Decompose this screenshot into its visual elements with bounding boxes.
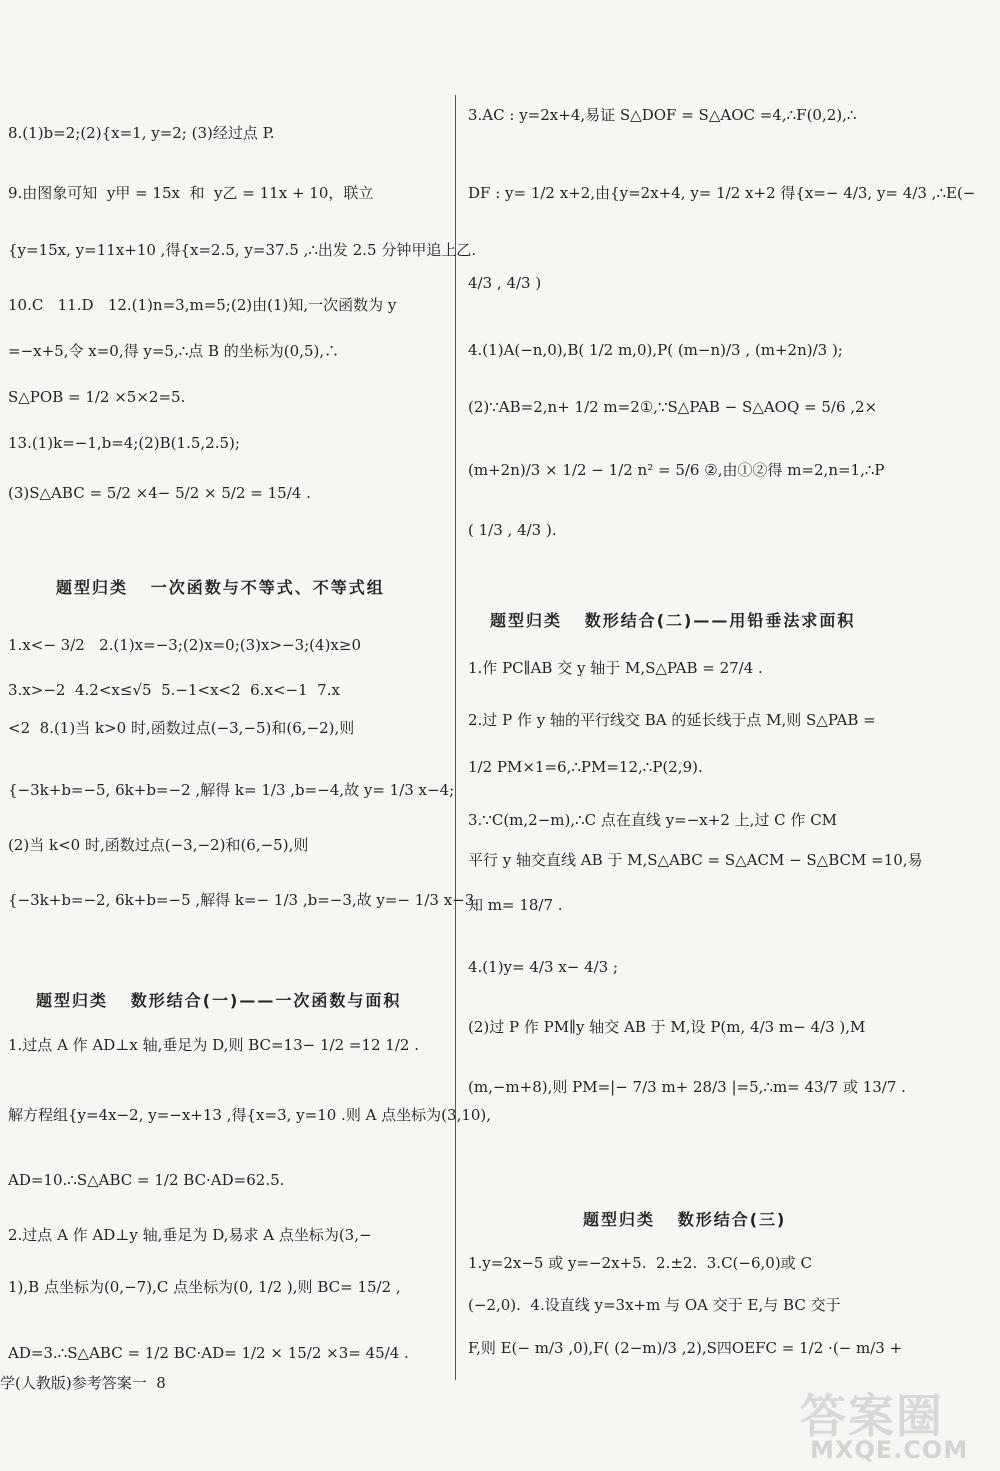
answer-line: 13.(1)k=−1,b=4;(2)B(1.5,2.5); bbox=[8, 434, 240, 452]
answer-line: <2 8.(1)当 k>0 时,函数过点(−3,−5)和(6,−2),则 bbox=[8, 719, 355, 737]
answer-line: 知 m= 18/7 . bbox=[468, 896, 563, 914]
answer-line: (−2,0). 4.设直线 y=3x+m 与 OA 交于 E,与 BC 交于 bbox=[468, 1296, 841, 1314]
answer-line: (3)S△ABC = 5/2 ×4− 5/2 × 5/2 = 15/4 . bbox=[8, 484, 311, 502]
answer-line: 1/2 PM×1=6,∴PM=12,∴P(2,9). bbox=[468, 758, 703, 776]
answer-line: ( 1/3 , 4/3 ). bbox=[468, 521, 557, 539]
section-heading: 题型归类 一次函数与不等式、不等式组 bbox=[56, 578, 385, 597]
answer-line: 2.过 P 作 y 轴的平行线交 BA 的延长线于点 M,则 S△PAB = bbox=[468, 711, 876, 729]
answer-line: 8.(1)b=2;(2){x=1, y=2; (3)经过点 P. bbox=[8, 124, 275, 142]
answer-line: AD=10.∴S△ABC = 1/2 BC·AD=62.5. bbox=[8, 1171, 285, 1189]
section-heading: 题型归类 数形结合(三) bbox=[583, 1210, 787, 1229]
answer-line: 平行 y 轴交直线 AB 于 M,S△ABC = S△ACM − S△BCM =10,易 bbox=[468, 851, 923, 869]
answer-line: 1.过点 A 作 AD⊥x 轴,垂足为 D,则 BC=13− 1/2 =12 1/2 . bbox=[8, 1036, 419, 1054]
answer-line: (m+2n)/3 × 1/2 − 1/2 n² = 5/6 ②,由①②得 m=2,n=1,∴P bbox=[468, 461, 885, 479]
answer-line: 1.作 PC∥AB 交 y 轴于 M,S△PAB = 27/4 . bbox=[468, 659, 763, 677]
answer-line: 4/3 , 4/3 ) bbox=[468, 274, 542, 292]
answer-line: 解方程组{y=4x−2, y=−x+13 ,得{x=3, y=10 .则 A 点坐标为(3,10), bbox=[8, 1106, 492, 1124]
answer-line: 3.∵C(m,2−m),∴C 点在直线 y=−x+2 上,过 C 作 CM bbox=[468, 811, 838, 829]
answer-line: DF : y= 1/2 x+2,由{y=2x+4, y= 1/2 x+2 得{x=− 4/3, y= 4/3 ,∴E(− bbox=[468, 184, 976, 202]
answer-line: {y=15x, y=11x+10 ,得{x=2.5, y=37.5 ,∴出发 2.5 分钟甲追上乙. bbox=[8, 241, 477, 259]
page-footer: 学(人教版)参考答案一 8 bbox=[0, 1374, 166, 1392]
answer-line: 3.AC : y=2x+4,易证 S△DOF = S△AOC =4,∴F(0,2),∴ bbox=[468, 106, 857, 124]
answer-line: (2)过 P 作 PM∥y 轴交 AB 于 M,设 P(m, 4/3 m− 4/3 ),M bbox=[468, 1018, 866, 1036]
section-heading: 题型归类 数形结合(一)——一次函数与面积 bbox=[36, 991, 402, 1010]
answer-line: F,则 E(− m/3 ,0),F( (2−m)/3 ,2),S四OEFC = 1/2 ·(− m/3 + bbox=[468, 1339, 903, 1357]
answer-line: 1.y=2x−5 或 y=−2x+5. 2.±2. 3.C(−6,0)或 C bbox=[468, 1254, 812, 1272]
answer-line: (m,−m+8),则 PM=|− 7/3 m+ 28/3 |=5,∴m= 43/7 或 13/7 . bbox=[468, 1078, 906, 1096]
answer-line: AD=3.∴S△ABC = 1/2 BC·AD= 1/2 × 15/2 ×3= 45/4 . bbox=[8, 1344, 409, 1362]
answer-line: 1.x<− 3/2 2.(1)x=−3;(2)x=0;(3)x>−3;(4)x≥0 bbox=[8, 636, 362, 654]
answer-line: 3.x>−2 4.2<x≤√5 5.−1<x<2 6.x<−1 7.x bbox=[8, 681, 340, 699]
answer-line: {−3k+b=−5, 6k+b=−2 ,解得 k= 1/3 ,b=−4,故 y= 1/3 x−4; bbox=[8, 781, 455, 799]
answer-line: 1),B 点坐标为(0,−7),C 点坐标为(0, 1/2 ),则 BC= 15/2 , bbox=[8, 1278, 401, 1296]
answer-line: {−3k+b=−2, 6k+b=−5 ,解得 k=− 1/3 ,b=−3,故 y=− 1/3 x−3. bbox=[8, 891, 480, 909]
answer-line: (2)∵AB=2,n+ 1/2 m=2①,∵S△PAB − S△AOQ = 5/6 ,2× bbox=[468, 398, 878, 416]
answer-line: =−x+5,令 x=0,得 y=5,∴点 B 的坐标为(0,5),∴ bbox=[8, 342, 340, 360]
answer-line: 9.由图象可知 y甲 = 15x 和 y乙 = 11x + 10，联立 bbox=[8, 184, 374, 202]
answer-line: 2.过点 A 作 AD⊥y 轴,垂足为 D,易求 A 点坐标为(3,− bbox=[8, 1226, 372, 1244]
watermark-url: MXQE.COM bbox=[810, 1436, 969, 1464]
answer-line: 4.(1)y= 4/3 x− 4/3 ; bbox=[468, 958, 619, 976]
answer-line: 10.C 11.D 12.(1)n=3,m=5;(2)由(1)知,一次函数为 y bbox=[8, 296, 397, 314]
watermark-logo: 答案圈 bbox=[800, 1389, 944, 1443]
answer-line: 4.(1)A(−n,0),B( 1/2 m,0),P( (m−n)/3 , (m+2n)/3 ); bbox=[468, 341, 843, 359]
answer-line: S△POB = 1/2 ×5×2=5. bbox=[8, 388, 186, 406]
watermark bbox=[800, 1380, 995, 1465]
answer-line: (2)当 k<0 时,函数过点(−3,−2)和(6,−5),则 bbox=[8, 836, 309, 854]
column-divider bbox=[455, 95, 456, 1380]
section-heading: 题型归类 数形结合(二)——用铅垂法求面积 bbox=[490, 611, 856, 630]
